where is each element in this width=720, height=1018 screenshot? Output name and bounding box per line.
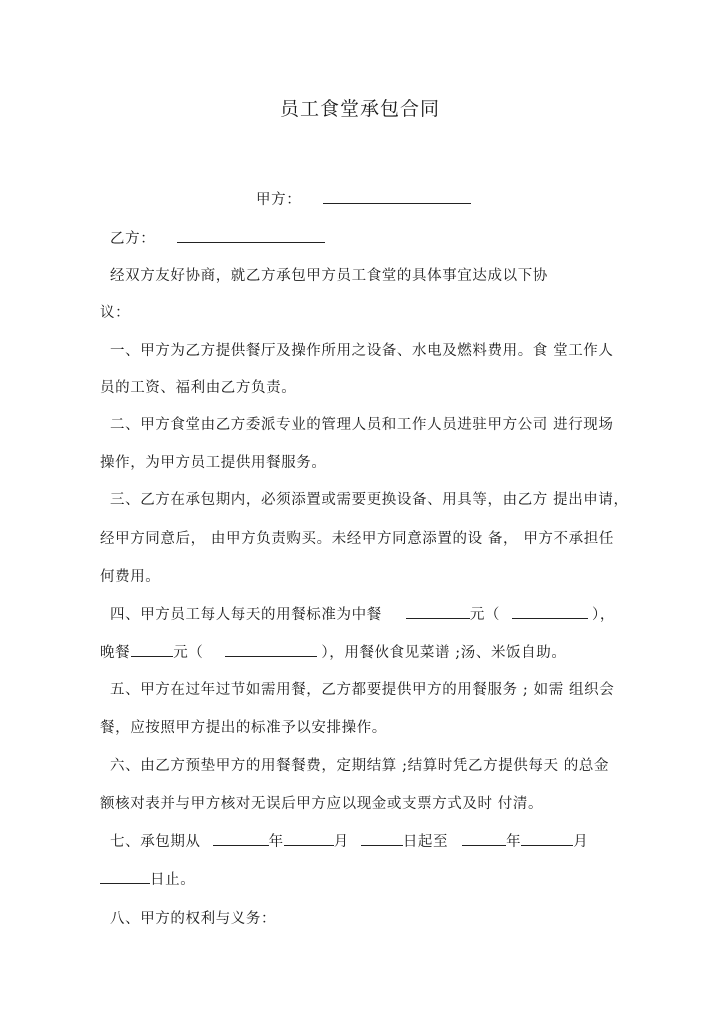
clause-4-line-1-suffix: ）， bbox=[592, 607, 615, 623]
clause-7-month-1: 月 bbox=[333, 834, 349, 850]
clause-4-line-2 bbox=[100, 643, 566, 663]
intro-line-1: 经双方友好协商，就乙方承包甲方员工食堂的具体事宜达成以下协 bbox=[110, 268, 548, 284]
clause-7-day-1: 日起至 bbox=[402, 834, 449, 850]
clause-4-line-1-prefix: 四、甲方员工每人每天的用餐标准为中餐 bbox=[110, 607, 382, 623]
clause-6-line-2: 额核对表并与甲方核对无误后甲方应以现金或支票方式及时 付清。 bbox=[100, 796, 544, 812]
clause-1-line-1: 一、甲方为乙方提供餐厅及操作所用之设备、水电及燃料费用。食 堂工作人 bbox=[110, 343, 614, 359]
clause-4-line-1-unit: 元（ bbox=[469, 607, 501, 623]
start-day-blank[interactable] bbox=[361, 832, 403, 846]
clause-3-line-1: 三、乙方在承包期内，必须添置或需要更换设备、用具等，由乙方 提出申请， bbox=[110, 492, 629, 508]
dinner-amount-blank[interactable] bbox=[131, 643, 173, 657]
end-day-blank[interactable] bbox=[100, 870, 150, 884]
clause-5-line-1: 五、甲方在过年过节如需用餐，乙方都要提供甲方的用餐服务 ; 如需 组织会 bbox=[110, 682, 615, 698]
clause-4-line-2-suffix: ），用餐伙食见菜谱 ;汤、米饭自助。 bbox=[321, 645, 567, 661]
start-year-blank[interactable] bbox=[213, 832, 269, 846]
lunch-amount-blank[interactable] bbox=[406, 605, 470, 619]
clause-7-year-2: 年 bbox=[506, 834, 522, 850]
end-year-blank[interactable] bbox=[462, 832, 506, 846]
intro-line-2: 议： bbox=[100, 305, 131, 321]
party-a-blank[interactable] bbox=[323, 190, 471, 204]
party-b-label: 乙方： bbox=[110, 231, 156, 247]
clause-7-line-2 bbox=[100, 870, 195, 890]
start-month-blank[interactable] bbox=[284, 832, 334, 846]
clause-7-month-2: 月 bbox=[573, 834, 589, 850]
party-b-blank[interactable] bbox=[177, 229, 325, 243]
clause-7-line-2-suffix: 日止。 bbox=[150, 872, 196, 888]
clause-4-line-2-unit: 元（ bbox=[173, 645, 204, 661]
clause-2-line-1: 二、甲方食堂由乙方委派专业的管理人员和工作人员进驻甲方公司 进行现场 bbox=[110, 417, 614, 433]
party-a-line bbox=[256, 190, 471, 210]
clause-2-line-2: 操作，为甲方员工提供用餐服务。 bbox=[100, 455, 327, 471]
party-b-line bbox=[110, 229, 325, 249]
end-month-blank[interactable] bbox=[521, 832, 573, 846]
clause-3-line-3: 何费用。 bbox=[100, 569, 161, 585]
clause-8-heading: 八、甲方的权利与义务： bbox=[110, 911, 277, 927]
clause-5-line-2: 餐，应按照甲方提出的标准予以安排操作。 bbox=[100, 720, 387, 736]
clause-7-prefix: 七、承包期从 bbox=[110, 834, 201, 850]
document-title: 员工食堂承包合同 bbox=[279, 98, 440, 120]
clause-7-line-1 bbox=[110, 832, 588, 852]
lunch-amount-words-blank[interactable] bbox=[512, 605, 588, 619]
clause-4-line-2-prefix: 晚餐 bbox=[100, 645, 131, 661]
dinner-amount-words-blank[interactable] bbox=[225, 643, 317, 657]
clause-3-line-2: 经甲方同意后， 由甲方负责购买。未经甲方同意添置的设 备， 甲方不承担任 bbox=[100, 531, 614, 547]
clause-6-line-1: 六、由乙方预垫甲方的用餐餐费，定期结算 ;结算时凭乙方提供每天 的总金 bbox=[110, 758, 610, 774]
clause-7-year-1: 年 bbox=[268, 834, 284, 850]
clause-1-line-2: 员的工资、福利由乙方负责。 bbox=[100, 380, 297, 396]
party-a-label: 甲方： bbox=[256, 192, 302, 208]
clause-4-line-1 bbox=[110, 605, 615, 625]
